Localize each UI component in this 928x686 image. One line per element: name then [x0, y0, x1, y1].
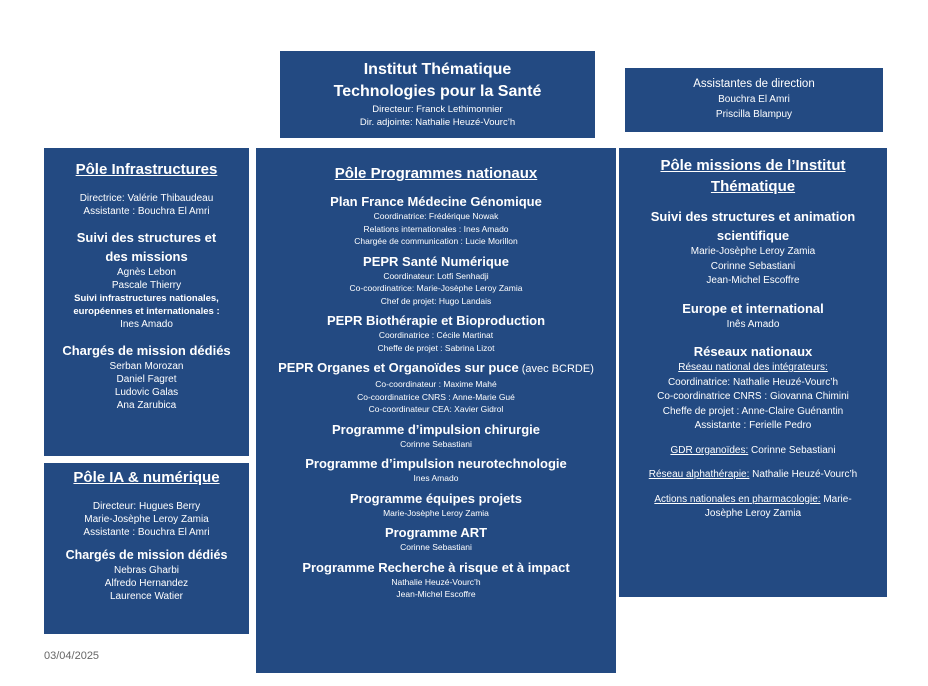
- institute-title-line2: Technologies pour la Santé: [333, 83, 542, 100]
- europe-heading: Europe et international: [682, 300, 824, 316]
- programme-person: Chargée de communication : Lucie Morillon: [354, 236, 518, 246]
- assistant-name: Priscilla Blampuy: [715, 109, 793, 120]
- person-name: Ludovic Galas: [114, 387, 179, 398]
- gdr-label: GDR organoïdes:: [670, 444, 749, 456]
- alpha-name: Nathalie Heuzé-Vourc’h: [749, 469, 858, 480]
- infra-charges-heading: Chargés de mission dédiés: [62, 343, 231, 358]
- programme-name: [256, 193, 616, 210]
- person-name: Pascale Thierry: [111, 280, 182, 291]
- programme-name: [256, 421, 616, 438]
- pole-ia-title: Pôle IA & numérique: [73, 469, 220, 486]
- programme-person: Marie-Josèphe Leroy Zamia: [383, 507, 489, 518]
- programme-item: [256, 490, 616, 520]
- programme-name: [256, 490, 616, 507]
- programme-person: Cheffe de projet : Sabrina Lizot: [377, 342, 495, 353]
- institute-deputy-director: Dir. adjointe: Nathalie Heuzé-Vourc’h: [359, 117, 516, 128]
- reseau-alphatherapie: [619, 468, 887, 483]
- pole-ia-box: [44, 463, 249, 634]
- person-name: Alfredo Hernandez: [104, 578, 189, 589]
- person-name: Nebras Gharbi: [113, 565, 180, 576]
- assistants-heading: Assistantes de direction: [693, 78, 815, 90]
- programme-name-text: Programme équipes projets: [350, 490, 522, 506]
- programme-person: Coordinateur: Lotfi Senhadji: [383, 270, 489, 281]
- document-date: 03/04/2025: [44, 650, 100, 662]
- pharma-label: Actions nationales en pharmacologie:: [654, 493, 821, 505]
- programme-person: Chef de projet: Hugo Landais: [380, 295, 492, 306]
- programme-item: [256, 312, 616, 354]
- person-name: Ana Zarubica: [116, 400, 177, 411]
- programme-name-text: PEPR Organes et Organoïdes sur puce: [278, 360, 519, 375]
- person-name: Marie-Josèphe Leroy Zamia: [690, 246, 816, 257]
- pole-missions-title-line2: Thématique: [710, 178, 796, 195]
- person-name: Laurence Watier: [110, 591, 183, 602]
- person-name: Jean-Michel Escoffre: [706, 275, 800, 286]
- gdr-organoides: [619, 444, 887, 459]
- programme-name-text: Programme d’impulsion neurotechnologie: [305, 456, 567, 471]
- programme-note: (avec BCRDE): [518, 363, 594, 375]
- programme-item: [256, 524, 616, 554]
- programme-person: Co-coordinatrice: Marie-Josèphe Leroy Zamia: [349, 283, 523, 293]
- programme-item: [256, 193, 616, 248]
- integrateurs-line: Assistante : Ferielle Pedro: [694, 420, 812, 431]
- infra-assistant: Assistante : Bouchra El Amri: [83, 206, 210, 217]
- person-name: Serban Morozan: [109, 361, 184, 372]
- programme-item: [256, 421, 616, 451]
- programme-name-text: Programme ART: [384, 525, 488, 540]
- programme-person: Co-coordinateur : Maxime Mahé: [375, 379, 497, 389]
- pole-infrastructures-box: [44, 148, 249, 456]
- ia-charges-heading: Chargés de mission dédiés: [65, 548, 228, 562]
- programme-person: Relations internationales : Ines Amado: [363, 223, 509, 234]
- programme-name: [256, 524, 616, 541]
- ia-assistant: Assistante : Bouchra El Amri: [83, 527, 210, 538]
- programme-item: [256, 359, 616, 416]
- programme-list: [256, 193, 616, 601]
- assistant-name: Bouchra El Amri: [718, 94, 790, 105]
- integrateurs-line: Cheffe de projet : Anne-Claire Guénantin: [662, 405, 844, 417]
- ia-director: Directeur: Hugues Berry: [92, 501, 201, 512]
- ia-codirector: Marie-Josèphe Leroy Zamia: [84, 514, 209, 525]
- programme-name-text: Plan France Médecine Génomique: [330, 194, 542, 209]
- programme-person: Corinne Sebastiani: [400, 542, 472, 552]
- programme-person: Coordinatrice : Cécile Martinat: [378, 330, 494, 340]
- programme-item: [256, 455, 616, 485]
- pole-missions-title-line1: Pôle missions de l’Institut: [660, 157, 846, 174]
- pole-missions-box: [619, 148, 887, 597]
- programme-person: Co-coordinatrice CNRS : Anne-Marie Gué: [357, 391, 515, 402]
- programme-name: [256, 559, 616, 576]
- programme-person: Nathalie Heuzé-Vourc’h: [391, 576, 481, 587]
- institute-title-box: [280, 51, 595, 138]
- integrateurs-line: Coordinatrice: Nathalie Heuzé-Vourc’h: [667, 376, 839, 388]
- reseaux-heading: Réseaux nationaux: [693, 344, 813, 359]
- pharma-name-1: Marie-: [820, 493, 852, 505]
- integrateurs-line: Co-coordinatrice CNRS : Giovanna Chimini: [657, 391, 849, 402]
- missions-suivi-heading-line1: Suivi des structures et animation: [650, 209, 856, 224]
- pole-programmes-title: Pôle Programmes nationaux: [334, 165, 538, 182]
- infra-director: Directrice: Valérie Thibaudeau: [79, 193, 214, 204]
- person-name: Daniel Fagret: [116, 374, 177, 385]
- programme-name: [256, 312, 616, 329]
- programme-name: [256, 359, 616, 378]
- person-name: Agnès Lebon: [117, 267, 176, 278]
- gdr-name: Corinne Sebastiani: [748, 444, 836, 456]
- programme-person: Ines Amado: [413, 473, 459, 483]
- infra-suivi-heading-line2: des missions: [105, 249, 188, 264]
- person-name: Corinne Sebastiani: [710, 260, 796, 272]
- alpha-label: Réseau alphathérapie:: [648, 469, 750, 480]
- programme-name: [256, 253, 616, 270]
- actions-pharmacologie: [619, 493, 887, 508]
- programme-person: Coordinatrice: Frédérique Nowak: [373, 211, 499, 221]
- programme-item: [256, 253, 616, 308]
- programme-name-text: Programme d’impulsion chirurgie: [331, 421, 541, 437]
- infra-suivi-heading: [44, 228, 249, 266]
- programme-name-text: Programme Recherche à risque et à impact: [302, 559, 570, 575]
- pole-programmes-box: [256, 148, 616, 673]
- programme-person: Co-coordinateur CEA: Xavier Gidrol: [368, 404, 504, 414]
- infra-suivi-heading-line1: Suivi des structures et: [76, 230, 217, 245]
- institute-title-line1: Institut Thématique: [363, 61, 512, 78]
- pharma-name-2: Josèphe Leroy Zamia: [704, 508, 802, 519]
- pole-infrastructures-title: Pôle Infrastructures: [75, 161, 218, 178]
- reseau-integrateurs-label: Réseau national des intégrateurs:: [678, 362, 828, 373]
- infra-national-heading-line2: européennes et internationales :: [73, 306, 220, 317]
- person-name: Inês Amado: [726, 318, 780, 330]
- programme-name-text: PEPR Biothérapie et Bioproduction: [326, 313, 546, 328]
- person-name: Ines Amado: [120, 319, 173, 330]
- institute-director: Directeur: Franck Lethimonnier: [372, 104, 503, 115]
- infra-national-heading-line1: Suivi infrastructures nationales,: [74, 293, 219, 304]
- missions-suivi-heading-line2: scientifique: [716, 228, 790, 243]
- programme-person: Jean-Michel Escoffre: [396, 589, 476, 599]
- programme-name-text: PEPR Santé Numérique: [363, 253, 509, 269]
- programme-item: [256, 559, 616, 601]
- programme-name: [256, 455, 616, 472]
- assistants-box: [625, 68, 883, 132]
- programme-person: Corinne Sebastiani: [400, 438, 472, 449]
